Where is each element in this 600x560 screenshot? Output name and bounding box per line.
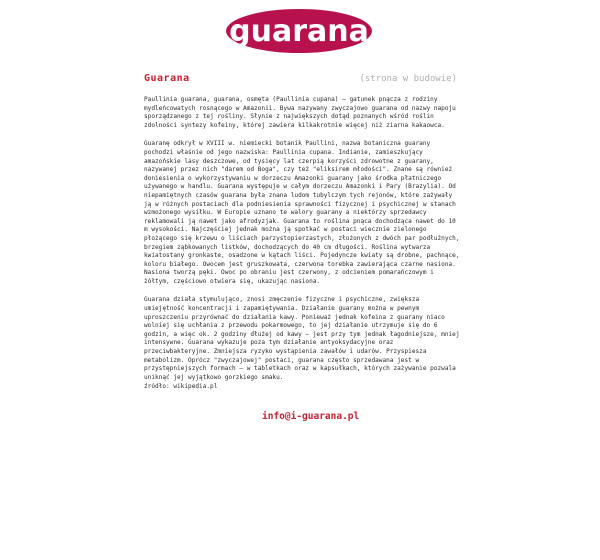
contact-email-link[interactable]: info@i-guarana.pl — [262, 411, 360, 422]
article-paragraph: Guarana działa stymulująco, znosi zmęczenie fizyczne i psychiczne, zwiększa umiejętność koncentracji i zapamiętywania. Działanie guarany można w pewnym uproszczeniu przyrównać do działania kawy. Ponieważ jednak kofeina z guarany niaco wolniej się uchłania z przewodu pokarmowego, to jej działanie utrzymuje się do 6 godzin, a więc ok. 2 godziny dłużej od kawy – jest przy tym jednak łagodniejsze, mniej intensywne. Guarana wykazuje poza tym działanie antyoksydacyjne oraz przeciwbakteryjne. Zmniejsza ryzyko wystąpienia zawałów i udarów. Przyspiesza metabolizm. Oprócz "zwyczajowej" postaci, guarana często sprzedawana jest w przystępniejszych formach – w tabletkach oraz w kapsułkach, których zażywanie pozwala uniknąć jej wyjątkowo gorzkiego smaku. — [144, 296, 460, 381]
article-paragraph: Paullinia guarana, guarana, osmęta (Paullinia cupana) – gatunek pnącza z rodziny mydleńcowatych rosnącego w Amazonii. Bywa nazywany zwyczajowo guarana od nazwy napoju sporządzanego z tej rośliny. Słynie z największych dotąd poznanych wśród roślin zdolności syntezy kofeiny, której zawiera kilkakrotnie więcej niż ziarna kakaowca. — [144, 96, 456, 129]
article-paragraph: Guaranę odkrył w XVIII w. niemiecki botanik Paullini, nazwa botaniczna guarany pochodzi właśnie od jego nazwiska: Paullinia cupana. Indianie, zamieszkujący amazońskie lasy deszczowe, od tysięcy lat czerpią korzyści zdrowotne z guarany, nazywanej przez nich "darem od Boga", czy też "eliksirem młodości". Znane są również doniesienia o wykorzystywaniu w dorzeczu Amazonki guarany jako środka płatniczego używanego w handlu. Guarana występuje w całym dorzeczu Amazonki i Pary (Brazylia). Od niepamiętnych czasów guarana była znana ludom tubylczym tych rejonów, które zażywały ją w różnych postaciach dla podniesienia sprawności fizycznej i psychicznej w stanach wzmożonego wysiłku. W Europie uznano te walory guarany a niektórzy sprzedawcy reklamowali ją nawet jako afrodyzjak. Guarana to roślina pnąca dochodząca nawet do 10 m wysokości. Najczęściej jednak można ją spotkać w postaci wiecznie zielonego płożącego się krzewu o liściach parzystopierzastych, złożonych z dwóch par podłużnych, brzegiem ząbkowanych listków, dochodzących do 40 cm długości. Roślina wytwarza kwiatostany gronkaste, osadzone w kątach liści. Pojedyncze kwiaty są drobne, pachnące, koloru białego. Owocem jest gruszkowata, czerwona torebka zawierająca czarne nasiona. Nasiona tworzą pęki. Owoc po obraniu jest czerwony, z odcieniem pomarańczowym i żółtym, częściowo otwiera się, ukazując nasiona. — [144, 140, 460, 285]
source-note: źródło: wikipedia.pl — [144, 383, 218, 390]
construction-note: (strona w budowie) — [359, 74, 457, 84]
guarana-logo — [224, 6, 374, 56]
page-title: Guarana — [144, 73, 190, 84]
article-body — [144, 96, 462, 392]
svg-text:guarana: guarana — [229, 14, 369, 49]
